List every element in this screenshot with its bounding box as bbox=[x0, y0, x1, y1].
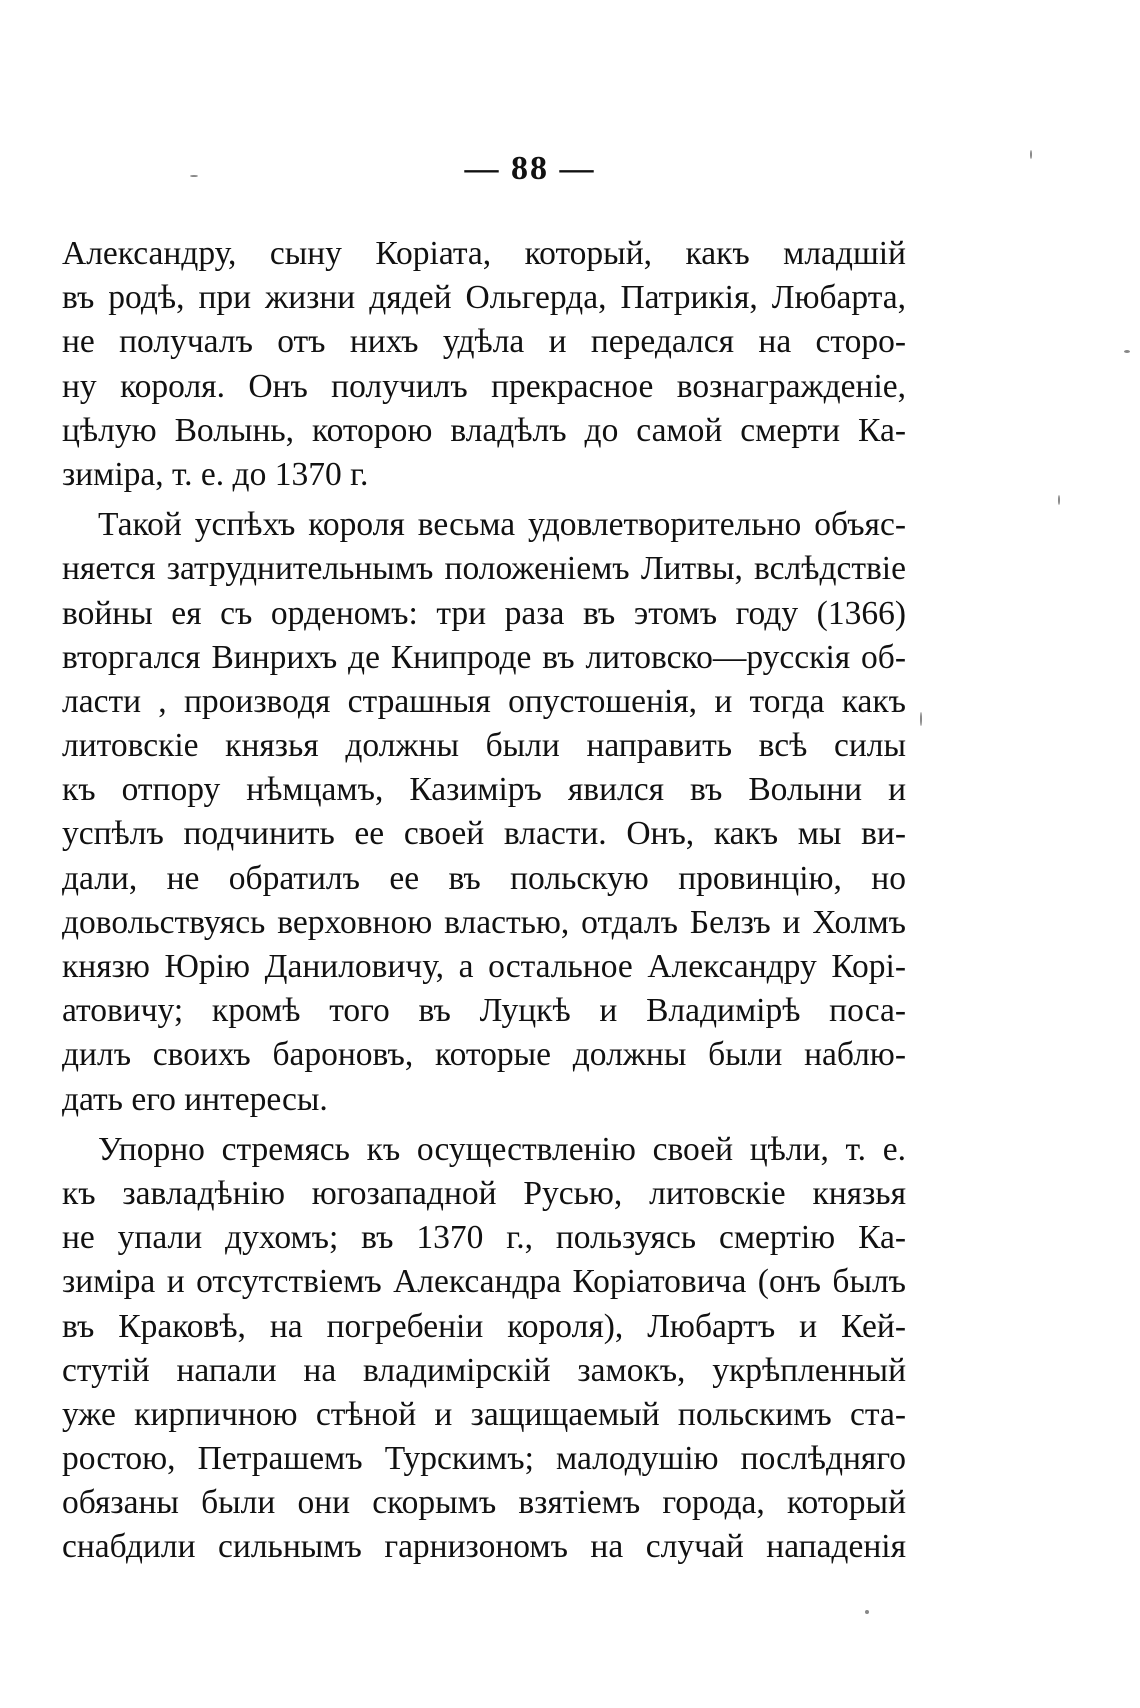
body-text bbox=[62, 232, 906, 1570]
scan-speck bbox=[920, 712, 922, 726]
page-number: — 88 — bbox=[464, 150, 596, 187]
text-line: Упорно стремясь къ осуществленію своей цѣли, т. е. bbox=[98, 1130, 906, 1168]
text-line: няется затруднительнымъ положеніемъ Литвы, вслѣдствіе bbox=[62, 550, 906, 588]
text-line: довольствуясь верховною властью, отдалъ Белзъ и Холмъ bbox=[62, 903, 906, 941]
text-line: зиміра и отсутствіемъ Александра Коріатовича (онъ былъ bbox=[62, 1263, 906, 1301]
text-line: ростою, Петрашемъ Турскимъ; малодушію послѣдняго bbox=[62, 1440, 906, 1478]
text-line: дилъ своихъ бароновъ, которые должны были наблю- bbox=[62, 1036, 906, 1074]
text-line: въ родѣ, при жизни дядей Ольгерда, Патрикія, Любарта, bbox=[62, 279, 906, 317]
text-line: къ отпору нѣмцамъ, Казиміръ явился въ Волыни и bbox=[62, 771, 906, 809]
text-line: цѣлую Волынь, которою владѣлъ до самой смерти Ка- bbox=[62, 411, 906, 449]
text-line: въ Краковѣ, на погребеніи короля), Любартъ и Кей- bbox=[62, 1307, 906, 1345]
text-line: къ завладѣнію югозападной Русью, литовскіе князья bbox=[62, 1174, 906, 1212]
text-line: войны ея съ орденомъ: три раза въ этомъ году (1366) bbox=[62, 594, 906, 632]
text-line: уже кирпичною стѣной и защищаемый польскимъ ста- bbox=[62, 1395, 906, 1433]
text-line: ну короля. Онъ получилъ прекрасное вознагражденіе, bbox=[62, 367, 906, 405]
text-line: стутій напали на владимірскій замокъ, укрѣпленный bbox=[62, 1351, 906, 1389]
text-line: литовскіе князья должны были направить всѣ силы bbox=[62, 727, 906, 765]
text-line: атовичу; кромѣ того въ Луцкѣ и Владимірѣ поса- bbox=[62, 992, 906, 1030]
paragraph bbox=[62, 1128, 906, 1570]
paragraph bbox=[62, 232, 906, 497]
text-line: успѣлъ подчинить ее своей власти. Онъ, какъ мы ви- bbox=[62, 815, 906, 853]
text-line: вторгался Винрихъ де Книпроде въ литовско—русскія об- bbox=[62, 638, 906, 676]
paragraph bbox=[62, 503, 906, 1122]
text-line: дали, не обратилъ ее въ польскую провинцію, но bbox=[62, 859, 906, 897]
scan-speck bbox=[865, 1610, 869, 1614]
scan-speck bbox=[1030, 150, 1032, 159]
scan-speck bbox=[190, 175, 198, 177]
text-line: не получалъ отъ нихъ удѣла и передался на сторо- bbox=[62, 323, 906, 361]
text-line: зиміра, т. е. до 1370 г. bbox=[62, 455, 369, 493]
text-line: обязаны были они скорымъ взятіемъ города, который bbox=[62, 1484, 906, 1522]
text-line: ласти , производя страшныя опустошенія, и тогда какъ bbox=[62, 682, 906, 720]
scan-speck bbox=[1058, 495, 1060, 505]
text-line: не упали духомъ; въ 1370 г., пользуясь смертію Ка- bbox=[62, 1219, 906, 1257]
text-line: Александру, сыну Коріата, который, какъ младшій bbox=[62, 235, 906, 272]
text-line: снабдили сильнымъ гарнизономъ на случай нападенія bbox=[62, 1528, 906, 1566]
scan-speck bbox=[1124, 350, 1130, 353]
text-line: Такой успѣхъ короля весьма удовлетворительно объяс- bbox=[98, 506, 906, 544]
text-line: дать его интересы. bbox=[62, 1080, 328, 1118]
text-line: князю Юрію Даниловичу, а остальное Александру Корі- bbox=[62, 948, 906, 985]
